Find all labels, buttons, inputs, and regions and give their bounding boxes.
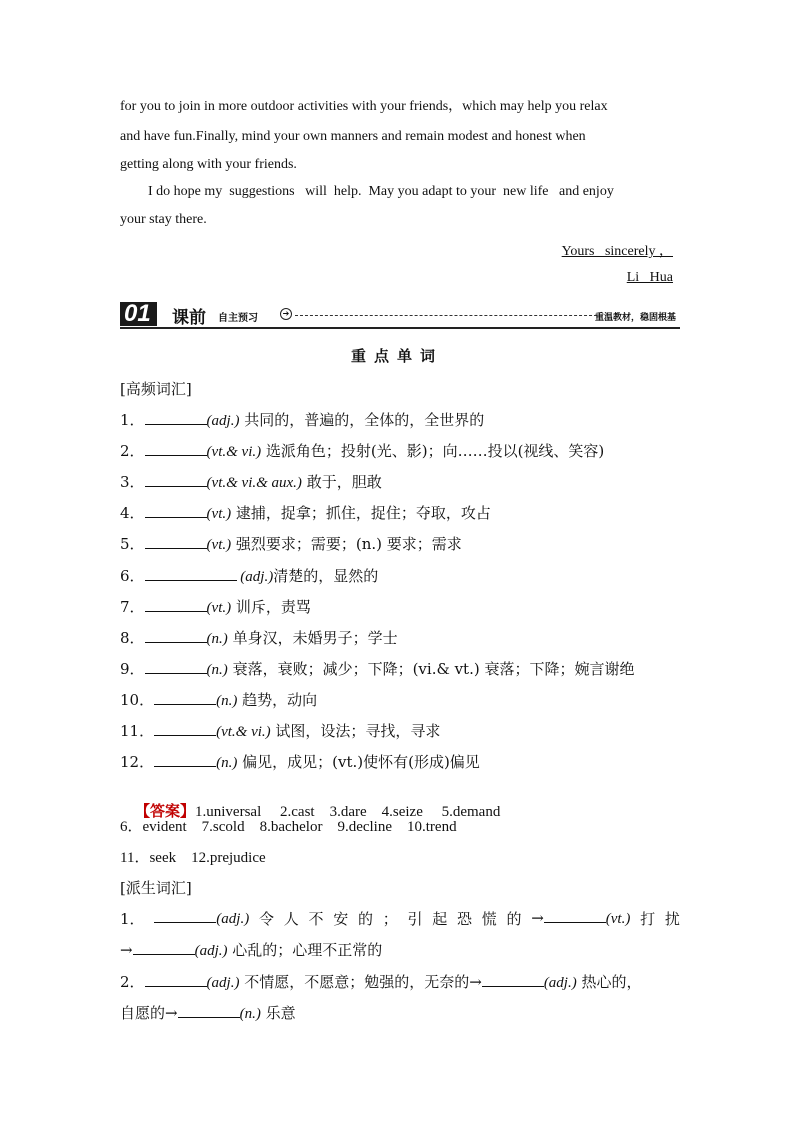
item-meaning: 选派角色；投射(光、影)；向……投以(视线、笑容) [261, 442, 605, 460]
derived-heading: [派生词汇] [120, 879, 192, 897]
meaning-char: ； [382, 910, 398, 928]
section-header-motto: 重温教材，稳固根基 [594, 313, 676, 323]
arrow-icon: → [120, 941, 133, 959]
part-of-speech: (n.) [216, 693, 238, 709]
answer-blank[interactable] [133, 940, 195, 955]
item-meaning: 训斥，责骂 [231, 598, 311, 616]
part-of-speech: (adj.) [194, 943, 228, 959]
answer-blank[interactable] [145, 410, 207, 425]
item-meaning: 单身汉，未婚男子；学士 [227, 629, 398, 647]
meaning-char: 的 [506, 910, 522, 928]
item-meaning: 敢于，胆敢 [301, 473, 382, 491]
item-number: 12． [120, 753, 155, 771]
item-meaning: 清楚的，显然的 [273, 567, 379, 585]
answer-blank[interactable] [482, 972, 544, 987]
item-number: 6． [120, 567, 145, 585]
meaning-char: 的 [357, 910, 373, 928]
letter-signature: Li Hua [626, 270, 673, 285]
header-rule [120, 327, 680, 329]
letter-closing: Yours sincerely ， [561, 244, 673, 259]
part-of-speech: (n.) [206, 631, 228, 647]
item-meaning: 共同的，普遍的，全体的，全世界的 [239, 411, 485, 429]
part-of-speech: (vt.& vi.& aux.) [206, 475, 302, 491]
section-number-badge: 01 [120, 302, 157, 326]
item-number: 4． [120, 504, 145, 522]
part-of-speech: (vt.) [206, 506, 232, 522]
answer-blank[interactable] [145, 972, 207, 987]
item-meaning: 强烈要求；需要；(n.) 要求；需求 [231, 535, 462, 553]
meaning-char: 恐 [456, 910, 472, 928]
part-of-speech: (vt.& vi.) [216, 724, 271, 740]
answer-blank[interactable] [544, 908, 606, 923]
part-of-speech: (vt.) [206, 600, 232, 616]
part-of-speech: (n.) [206, 662, 228, 678]
part-of-speech: (n.) [239, 1006, 261, 1022]
part-of-speech: (adj.) [206, 975, 240, 991]
meaning-char: 令 [258, 910, 274, 928]
item-meaning: 心乱的；心理不正常的 [227, 941, 383, 959]
meaning-char: 引 [407, 910, 423, 928]
derived-item-1-line-2 [120, 939, 680, 960]
answer-blank[interactable] [145, 597, 207, 612]
part-of-speech: (adj.) [543, 975, 577, 991]
vocab-item-9 [120, 658, 680, 679]
vocab-item-4 [120, 502, 680, 523]
item-number: 3． [120, 473, 145, 491]
vocab-item-2 [120, 440, 680, 461]
letter-line-4: I do hope my suggestions will help. May you adapt to your new life and enjoy [120, 184, 614, 199]
section-header-title: 课前 [172, 308, 206, 328]
section-header [120, 300, 680, 330]
vocab-item-10 [120, 689, 680, 710]
part-of-speech: (adj.) [216, 911, 250, 927]
derived-item-1-line-1 [120, 908, 680, 929]
item-meaning: 衰落，衰败；减少；下降；(vi.& vt.) 衰落；下降；婉言谢绝 [227, 660, 635, 678]
item-meaning: 试图，设法；寻找，寻求 [270, 722, 441, 740]
item-meaning: 偏见，成见；(vt.)使怀有(形成)偏见 [237, 753, 480, 771]
item-meaning: 不情愿，不愿意；勉强的，无奈的→ [239, 973, 482, 991]
derived-item-2-line-1 [120, 971, 680, 992]
part-of-speech: (n.) [216, 755, 238, 771]
item-number: 10． [120, 691, 155, 709]
vocab-item-1 [120, 409, 680, 430]
item-meaning: 趋势，动向 [237, 691, 318, 709]
item-meaning: 自愿的→ [120, 1004, 178, 1022]
meaning-char: 人 [283, 910, 299, 928]
item-meaning: 乐意 [260, 1004, 296, 1022]
item-number: 1． [120, 411, 145, 429]
letter-line-1: for you to join in more outdoor activities with your friends，which may help you relax [120, 99, 608, 114]
meaning-char: 不 [308, 910, 324, 928]
answer-blank[interactable] [154, 690, 216, 705]
item-number: 2． [120, 442, 145, 460]
answer-line-3: 11．seek 12.prejudice [120, 850, 266, 866]
vocab-item-3 [120, 471, 680, 492]
section-title: 重点单词 [350, 347, 443, 365]
answer-blank[interactable] [145, 472, 207, 487]
item-number: 2． [120, 973, 145, 991]
section-header-subtitle: 自主预习 [218, 313, 258, 324]
answer-blank[interactable] [145, 503, 207, 518]
answer-tag: 【答案】 [135, 802, 196, 820]
answer-blank[interactable] [154, 721, 216, 736]
part-of-speech: (vt.) [605, 911, 631, 927]
item-number: 11． [120, 722, 155, 740]
letter-line-3: getting along with your friends. [120, 157, 297, 172]
item-meaning: 逮捕，捉拿；抓住，捉住；夺取，攻占 [231, 504, 491, 522]
letter-line-2: and have fun.Finally, mind your own manners and remain modest and honest when [120, 129, 586, 144]
answer-text: 1.universal 2.cast 3.dare 4.seize 5.demand [195, 804, 501, 820]
vocab-item-12 [120, 751, 680, 772]
item-number: 9． [120, 660, 145, 678]
dashed-divider [295, 315, 597, 316]
meaning-char: 扰 [664, 910, 680, 928]
answer-blank[interactable] [178, 1003, 240, 1018]
arrow-circle-icon: ➔ [280, 308, 292, 320]
vocab-item-8 [120, 627, 680, 648]
answer-blank[interactable] [145, 441, 207, 456]
derived-item-2-line-2 [120, 1002, 680, 1023]
meaning-char: 打 [640, 910, 656, 928]
item-meaning: 热心的， [576, 973, 642, 991]
part-of-speech: (vt.& vi.) [206, 444, 262, 460]
item-number: 1． [120, 910, 145, 928]
vocab-item-5 [120, 533, 680, 554]
answer-blank[interactable] [154, 908, 216, 923]
part-of-speech: (vt.) [206, 537, 232, 553]
answer-blank[interactable] [145, 534, 207, 549]
answer-blank[interactable] [145, 659, 207, 674]
meaning-char: 起 [432, 910, 448, 928]
vocab-item-6 [120, 565, 680, 586]
part-of-speech: (adj.) [206, 413, 240, 429]
vocab-item-7 [120, 596, 680, 617]
answer-blank[interactable] [154, 752, 216, 767]
letter-line-5: your stay there. [120, 212, 207, 227]
meaning-char: 安 [333, 910, 349, 928]
vocab-item-11 [120, 720, 680, 741]
item-number: 7． [120, 598, 145, 616]
item-number: 5． [120, 535, 145, 553]
answer-blank[interactable] [145, 628, 207, 643]
answer-blank[interactable] [145, 566, 237, 581]
part-of-speech: (adj.) [236, 569, 274, 585]
answer-line-2: 6．evident 7.scold 8.bachelor 9.decline 10.trend [120, 819, 457, 835]
item-number: 8． [120, 629, 145, 647]
arrow-icon: → [531, 909, 544, 927]
high-freq-heading: [高频词汇] [120, 380, 192, 398]
meaning-char: 慌 [481, 910, 497, 928]
